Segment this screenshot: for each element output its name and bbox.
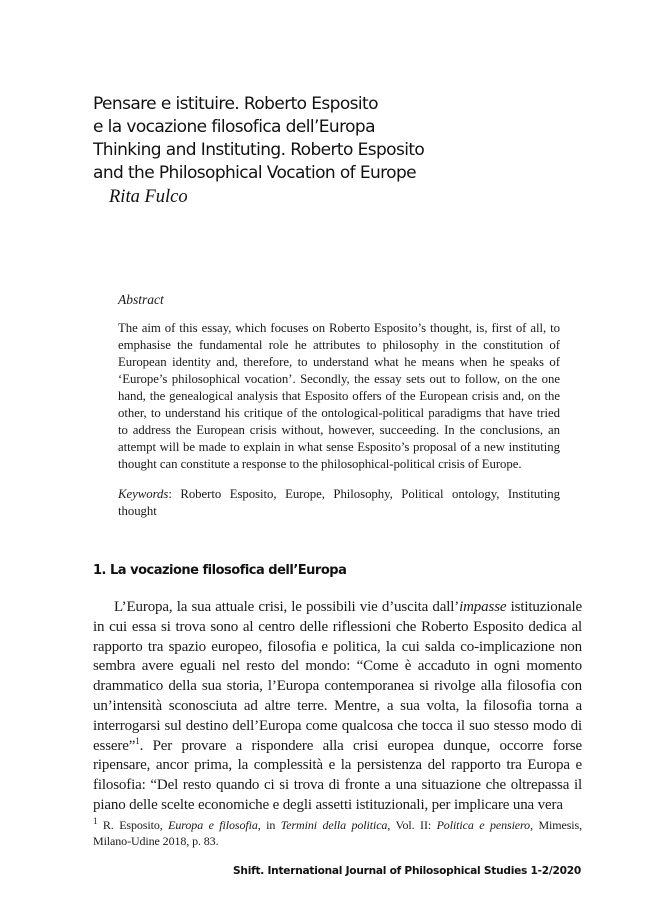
journal-footer: Shift. International Journal of Philosophical Studies 1-2/2020	[233, 865, 581, 877]
footnote-text-3: , Vol. II:	[387, 818, 437, 832]
footnote	[93, 818, 582, 849]
article-header	[93, 93, 593, 208]
footnote-text-4: , Mimesis, Milano-Udine 2018, p. 83.	[93, 818, 583, 848]
footnote-title-2: Termini della politica	[280, 818, 388, 832]
abstract-heading: Abstract	[118, 292, 164, 307]
title-line-3: Thinking and Instituting. Roberto Esposito	[93, 140, 425, 160]
abstract-text: The aim of this essay, which focuses on Roberto Esposito’s thought, is, first of all, to emphasise the fundamental role he attributes to philosophy in the constitution of European identity and, therefore, to understand what he means when he speaks of ‘Europe’s philosophical vocation’. Secondly, the essay sets out to follow, on the one hand, the genealogical analysis that Esposito offers of the European crisis and, on the other, to understand his critique of the ontological-political paradigms that have tried to address the European crisis without, however, succeeding. In the conclusions, an attempt will be made to explain in what sense Esposito’s proposal of a new instituting thought can constitute a response to the philosophical-political crisis of Europe.	[118, 321, 560, 471]
abstract-section	[118, 292, 560, 520]
body-text-part-3: . Per provare a rispondere alla crisi europea dunque, occorre forse ripensare, ancor prima, la complessità e la persistenza del rapporto tra Europa e filosofia: “Del resto quando ci si trova di fronte a una situazione che oltrepassa il piano delle scelte economiche e degli assetti istituzionali, per implicare una vera	[93, 737, 582, 813]
footnote-title-3: Politica e pensiero	[436, 818, 531, 832]
footnote-number: 1	[93, 816, 98, 826]
section-heading: 1. La vocazione filosofica dell’Europa	[93, 563, 347, 578]
author-name: Rita Fulco	[109, 187, 188, 207]
keywords-list: : Roberto Esposito, Europe, Philosophy, Political ontology, Instituting thought	[118, 487, 560, 518]
keywords-label: Keywords	[118, 487, 169, 501]
title-line-2: e la vocazione filosofica dell’Europa	[93, 117, 375, 137]
body-text-part-1: L’Europa, la sua attuale crisi, le possibili vie d’uscita dall’	[114, 599, 460, 615]
footnote-text-1: R. Esposito,	[97, 818, 169, 832]
title-line-4: and the Philosophical Vocation of Europe	[93, 163, 417, 183]
keywords-paragraph	[118, 486, 560, 520]
footnote-reference: 1	[135, 735, 140, 746]
footnote-title-1: Europa e filosofia	[168, 818, 258, 832]
body-italic-term: impasse	[459, 599, 507, 615]
footnote-text-2: , in	[257, 818, 281, 832]
body-text-part-2: istituzionale in cui essa si trova sono al centro delle riflessioni che Roberto Esposito dedica al rapporto tra spazio europeo, filosofia e politica, la cui salda co-implicazione non sembra avere eguali nel resto del mondo: “Come è accaduto in ogni momento drammatico della sua storia, l’Europa contemporanea si rivolge alla filosofia con un’intensità sconosciuta ad altre terre. Mentre, a sua volta, la filosofia torna a interrogarsi sul destino dell’Europa come qualcosa che tocca il suo stesso modo di essere”	[93, 599, 582, 754]
body-paragraph	[93, 598, 582, 816]
title-line-1: Pensare e istituire. Roberto Esposito	[93, 94, 378, 114]
